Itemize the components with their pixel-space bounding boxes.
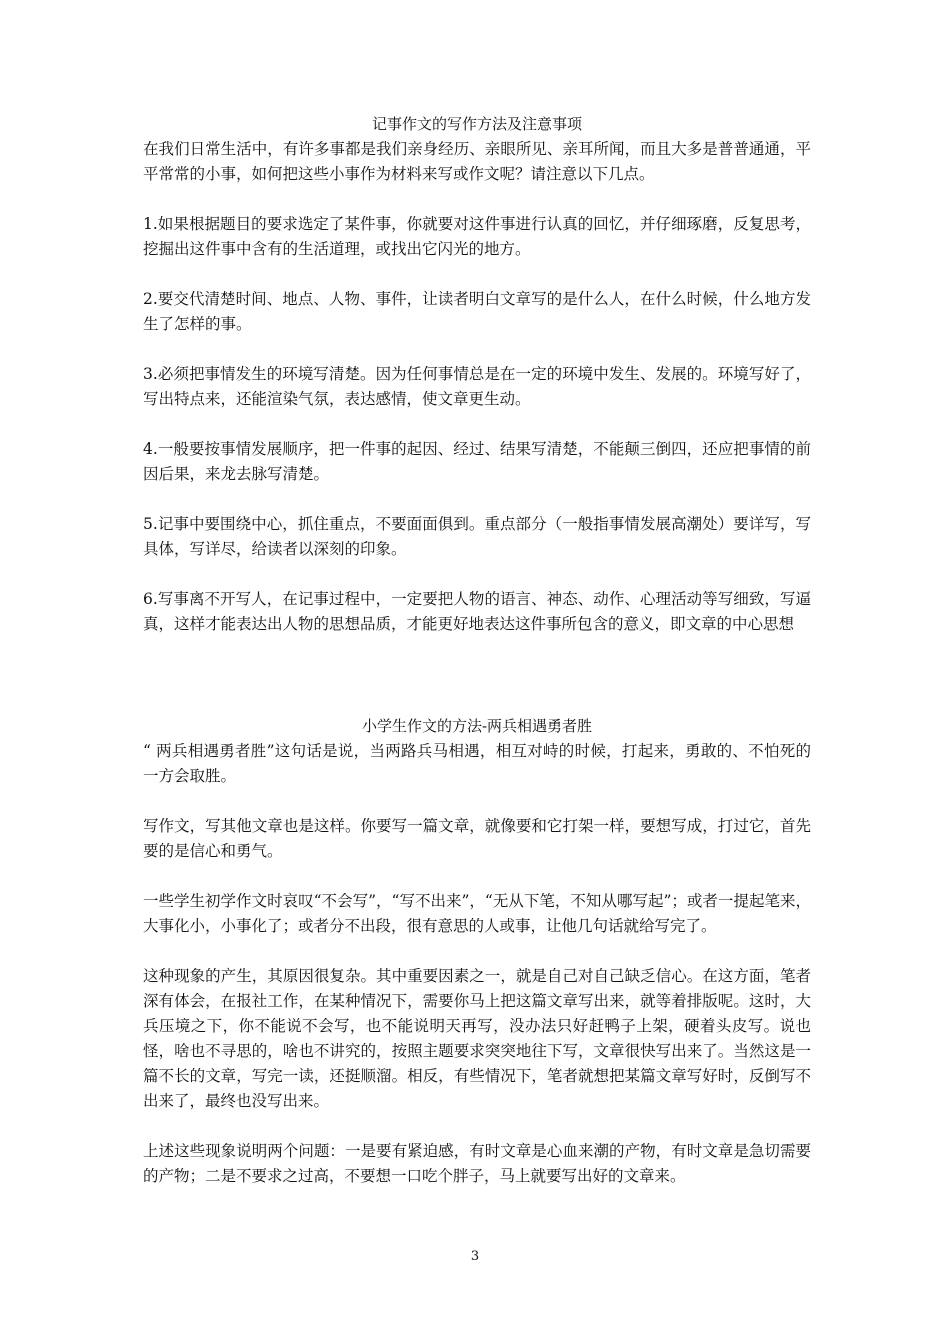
paragraph-gap bbox=[143, 789, 811, 814]
section-1-point-5: 5.记事中要围绕中心，抓住重点，不要面面俱到。重点部分（一般指事情发展高潮处）要详写，写具体，写详尽，给读者以深刻的印象。 bbox=[143, 515, 811, 558]
paragraph-gap bbox=[143, 487, 811, 512]
section-2-paragraph-3: 一些学生初学作文时哀叹“不会写”，“写不出来”，“无从下笔，不知从哪写起”；或者一提起笔来，大事化小，小事化了；或者分不出段，很有意思的人或事，让他几句话就给写完了。 bbox=[143, 892, 811, 935]
section-2-paragraph-2: 写作文，写其他文章也是这样。你要写一篇文章，就像要和它打架一样，要想写成，打过它，首先要的是信心和勇气。 bbox=[143, 817, 811, 860]
section-gap bbox=[143, 637, 811, 714]
section-2-paragraph-5: 上述这些现象说明两个问题：一是要有紧迫感，有时文章是心血来潮的产物，有时文章是急切需要的产物；二是不要求之过高，不要想一口吃个胖子，马上就要写出好的文章来。 bbox=[143, 1142, 811, 1185]
paragraph-gap bbox=[143, 939, 811, 964]
page-number: 3 bbox=[470, 1249, 480, 1264]
paragraph-gap bbox=[143, 1114, 811, 1139]
paragraph-gap bbox=[143, 412, 811, 437]
section-1-point-1: 1.如果根据题目的要求选定了某件事，你就要对这件事进行认真的回忆，并仔细琢磨，反复思考，挖掘出这件事中含有的生活道理，或找出它闪光的地方。 bbox=[143, 215, 811, 258]
paragraph-gap bbox=[143, 337, 811, 362]
paragraph-gap bbox=[143, 187, 811, 212]
document-page bbox=[143, 112, 811, 1189]
paragraph-gap bbox=[143, 562, 811, 587]
section-2-paragraph-4: 这种现象的产生，其原因很复杂。其中重要因素之一，就是自己对自己缺乏信心。在这方面，笔者深有体会，在报社工作，在某种情况下，需要你马上把这篇文章写出来，就等着排版呢。这时，大兵压境之下，你不能说不会写，也不能说明天再写，没办法只好赶鸭子上架，硬着头皮写。说也怪，啥也不寻思的，啥也不讲究的，按照主题要求突突地往下写，文章很快写出来了。当然这是一篇不长的文章，写完一读，还挺顺溜。相反，有些情况下，笔者就想把某篇文章写好时，反倒写不出来了，最终也没写出来。 bbox=[143, 967, 811, 1110]
section-2-paragraph-1: “ 两兵相遇勇者胜”这句话是说，当两路兵马相遇，相互对峙的时候，打起来，勇敢的、不怕死的一方会取胜。 bbox=[143, 742, 811, 785]
paragraph-gap bbox=[143, 262, 811, 287]
section-1-intro: 在我们日常生活中，有许多事都是我们亲身经历、亲眼所见、亲耳所闻，而且大多是普普通通，平平常常的小事，如何把这些小事作为材料来写或作文呢？请注意以下几点。 bbox=[143, 140, 811, 183]
section-1-point-6: 6.写事离不开写人，在记事过程中，一定要把人物的语言、神态、动作、心理活动等写细致，写逼真，这样才能表达出人物的思想品质，才能更好地表达这件事所包含的意义，即文章的中心思想 bbox=[143, 590, 811, 633]
section-1-title: 记事作文的写作方法及注意事项 bbox=[371, 115, 582, 133]
section-2-title: 小学生作文的方法-两兵相遇勇者胜 bbox=[361, 717, 593, 735]
section-1-point-3: 3.必须把事情发生的环境写清楚。因为任何事情总是在一定的环境中发生、发展的。环境写好了，写出特点来，还能渲染气氛，表达感情，使文章更生动。 bbox=[143, 365, 811, 408]
paragraph-gap bbox=[143, 864, 811, 889]
section-1-point-2: 2.要交代清楚时间、地点、人物、事件，让读者明白文章写的是什么人，在什么时候，什么地方发生了怎样的事。 bbox=[143, 290, 811, 333]
section-1-point-4: 4.一般要按事情发展顺序，把一件事的起因、经过、结果写清楚，不能颠三倒四，还应把事情的前因后果，来龙去脉写清楚。 bbox=[143, 440, 811, 483]
